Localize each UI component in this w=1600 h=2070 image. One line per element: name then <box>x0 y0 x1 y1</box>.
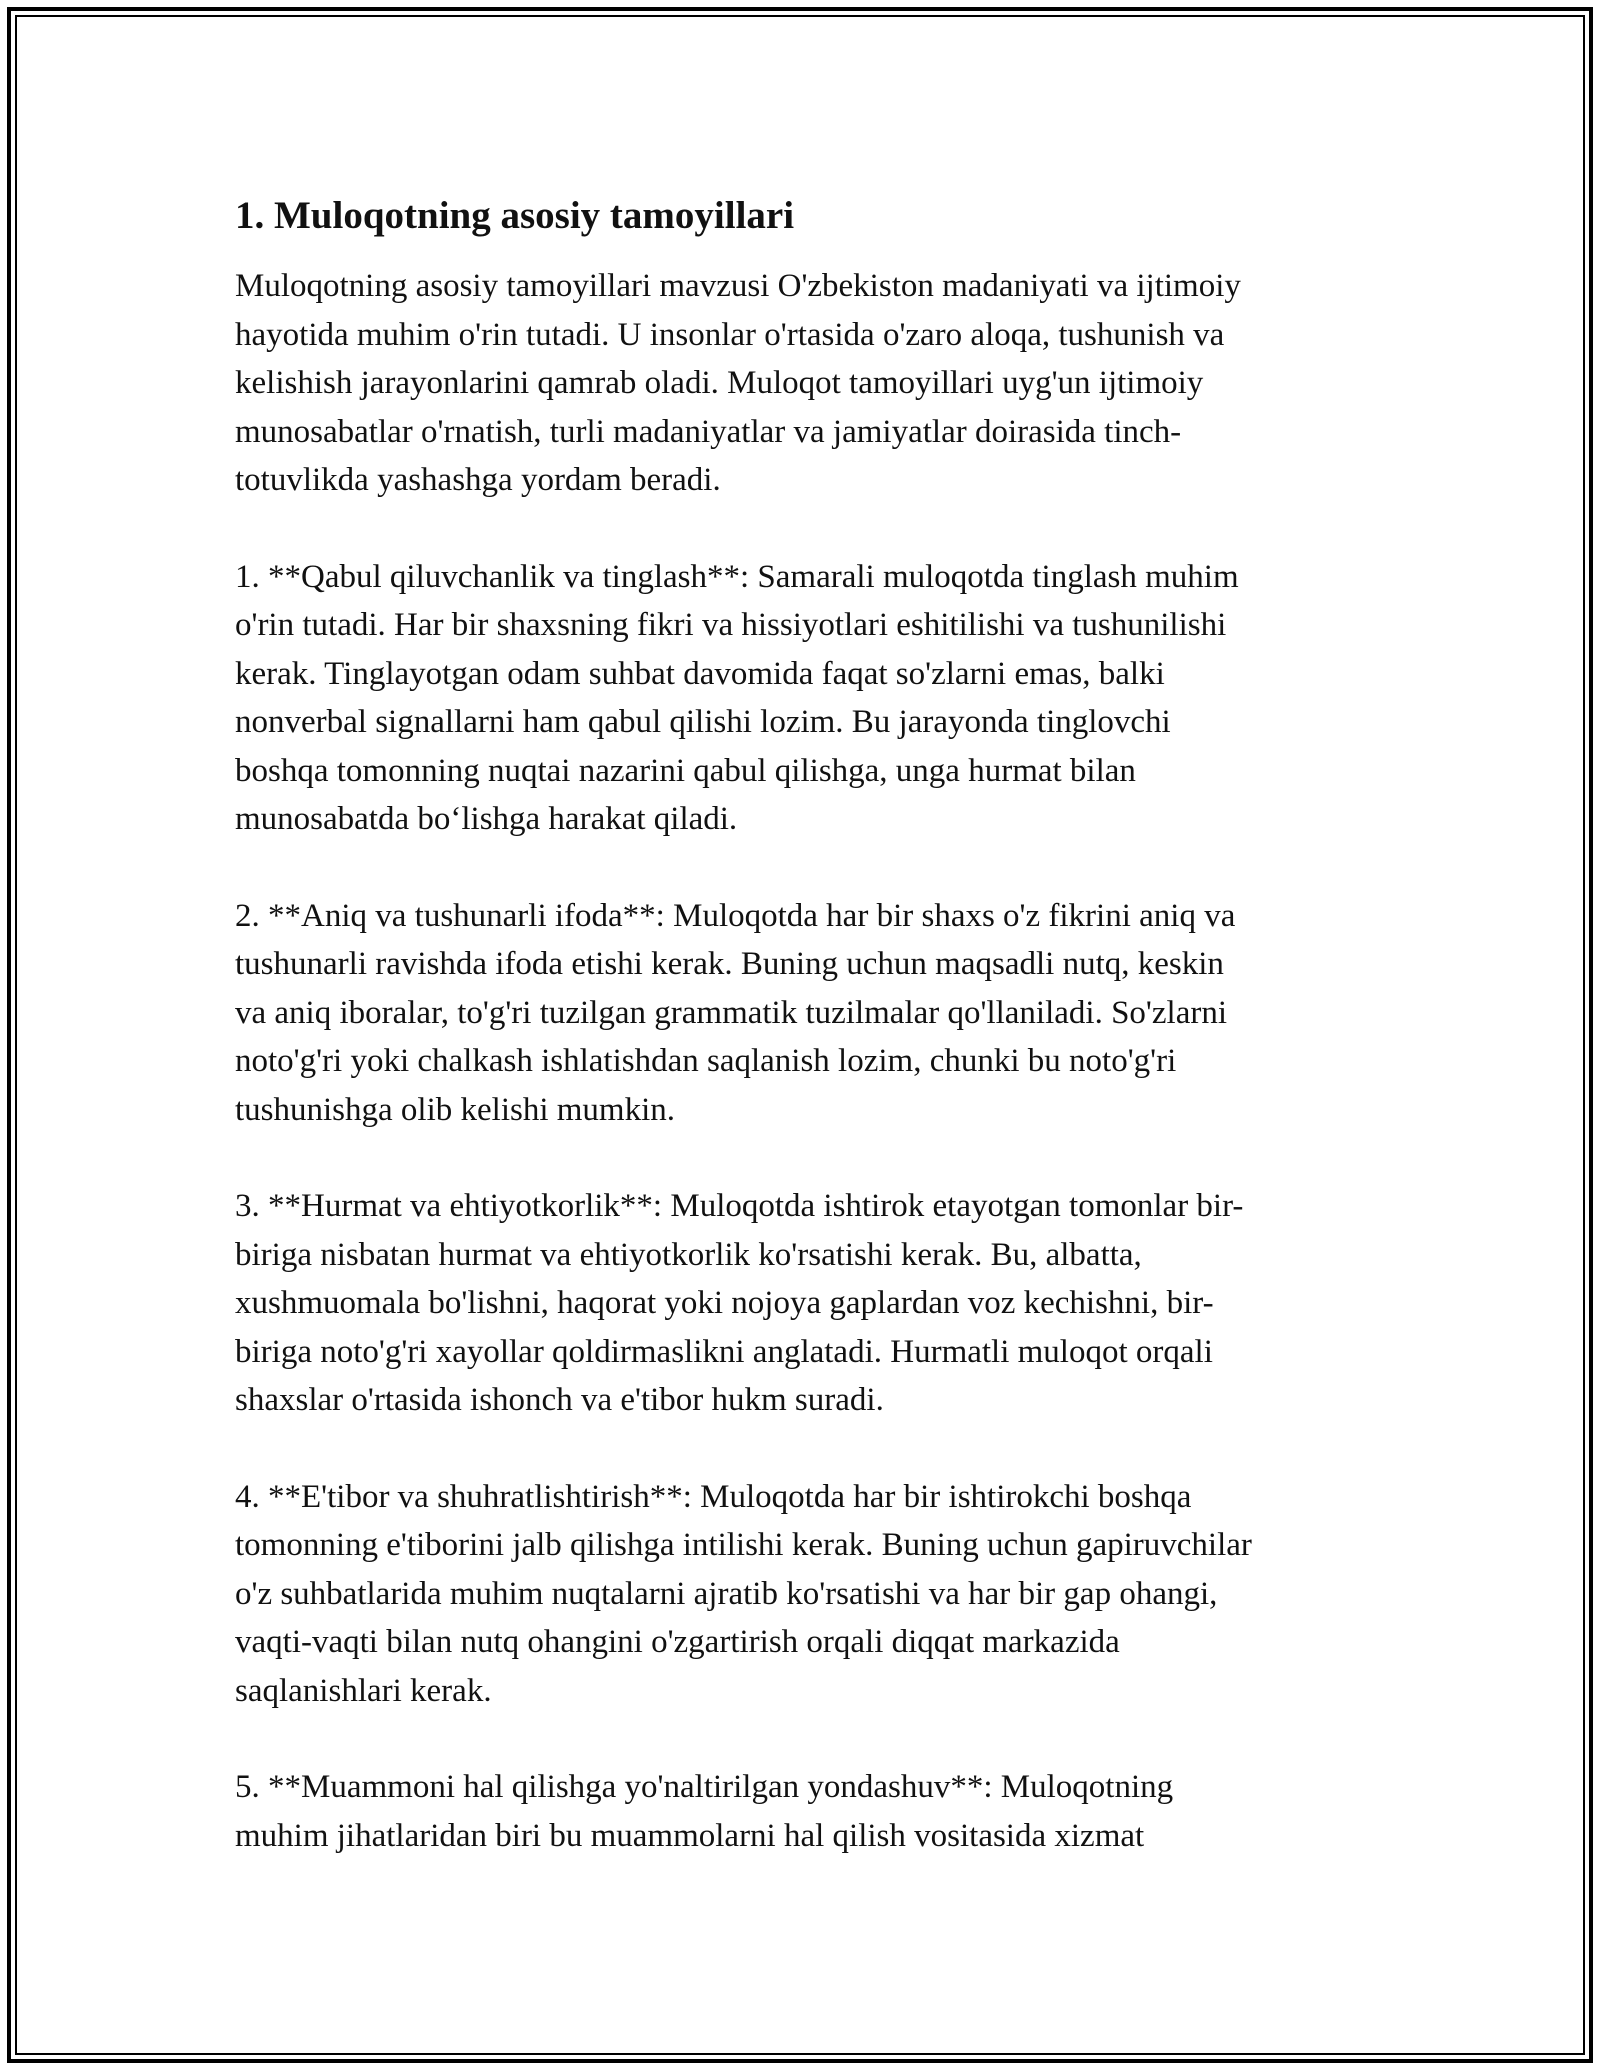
principle-3-paragraph: 3. **Hurmat va ehtiyotkorlik**: Muloqotda ishtirok etayotgan tomonlar bir- biriga nisbatan hurmat va ehtiyotkorlik ko'rsatishi kerak. Bu, albatta, xushmuomala bo'lishni, haqorat yoki nojoya gaplardan voz kechishni, bir- biriga noto'g'ri xayollar qoldirmaslikni anglatadi. Hurmatli muloqot orqali shaxslar o'rtasida ishonch va e'tibor hukm suradi. <box>235 1188 1244 1418</box>
document-body <box>235 190 1375 1860</box>
intro-paragraph: Muloqotning asosiy tamoyillari mavzusi O'zbekiston madaniyati va ijtimoiy hayotida muhim o'rin tutadi. U insonlar o'rtasida o'zaro aloqa, tushunish va kelishish jarayonlarini qamrab oladi. Muloqot tamoyillari uyg'un ijtimoiy munosabatlar o'rnatish, turli madaniyatlar va jamiyatlar doirasida tinch- totuvlikda yashashga yordam beradi. <box>235 268 1241 498</box>
principle-5-paragraph: 5. **Muammoni hal qilishga yo'naltirilgan yondashuv**: Muloqotning muhim jihatlaridan biri bu muammolarni hal qilish vositasida xizmat <box>235 1769 1174 1854</box>
principle-1-paragraph: 1. **Qabul qiluvchanlik va tinglash**: Samarali muloqotda tinglash muhim o'rin tutadi. Har bir shaxsning fikri va hissiyotlari eshitilishi va tushunilishi kerak. Tinglayotgan odam suhbat davomida faqat so'zlarni emas, balki nonverbal signallarni ham qabul qilishi lozim. Bu jarayonda tinglovchi boshqa tomonning nuqtai nazarini qabul qilishga, unga hurmat bilan munosabatda bo‘lishga harakat qiladi. <box>235 558 1239 837</box>
section-heading: 1. Muloqotning asosiy tamoyillari <box>235 194 795 237</box>
principle-4-paragraph: 4. **E'tibor va shuhratlishtirish**: Muloqotda har bir ishtirokchi boshqa tomonning e'tiborini jalb qilishga intilishi kerak. Buning uchun gapiruvchilar o'z suhbatlarida muhim nuqtalarni ajratib ko'rsatishi va har bir gap ohangi, vaqti-vaqti bilan nutq ohangini o'zgartirish orqali diqqat markazida saqlanishlari kerak. <box>235 1478 1252 1709</box>
principle-2-paragraph: 2. **Aniq va tushunarli ifoda**: Muloqotda har bir shaxs o'z fikrini aniq va tushunarli ravishda ifoda etishi kerak. Buning uchun maqsadli nutq, keskin va aniq iboralar, to'g'ri tuzilgan grammatik tuzilmalar qo'llaniladi. So'zlarni noto'g'ri yoki chalkash ishlatishdan saqlanish lozim, chunki bu noto'g'ri tushunishga olib kelishi mumkin. <box>235 897 1236 1128</box>
